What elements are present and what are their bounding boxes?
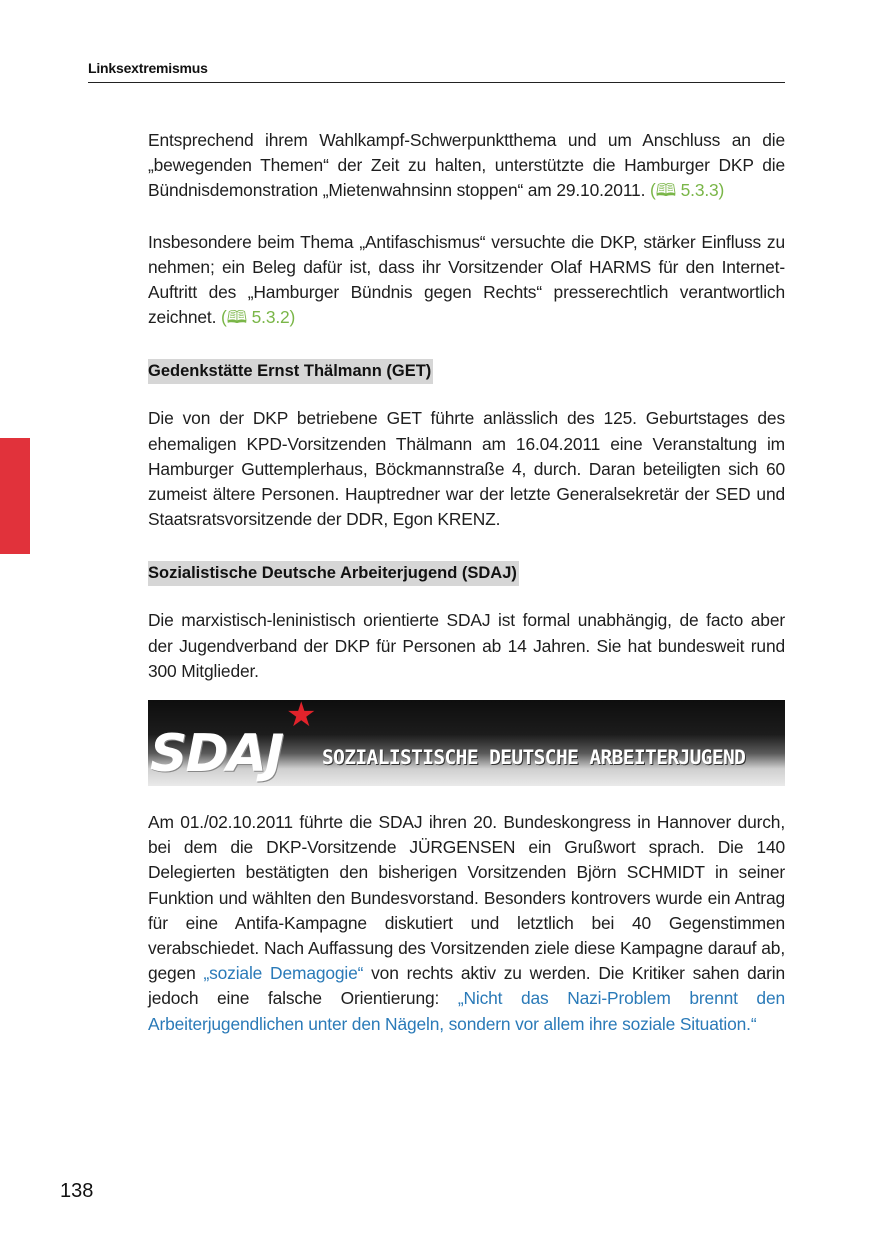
paragraph-bundeskongress <box>148 810 785 1037</box>
chapter-side-tab <box>0 438 30 554</box>
sdaj-claim-text: SOZIALISTISCHE DEUTSCHE ARBEITERJUGEND <box>322 746 746 770</box>
sdaj-logo-text: SDAJ <box>150 724 283 785</box>
cross-reference-link[interactable]: (🕮 5.3.2) <box>220 307 296 328</box>
section-heading-get: Gedenkstätte Ernst Thälmann (GET) <box>148 359 433 384</box>
section-heading-sdaj: Sozialistische Deutsche Arbeiterjugend (SDAJ) <box>148 561 519 586</box>
paragraph-get: Die von der DKP betriebene GET führte anlässlich des 125. Geburtstages des ehemaligen KPD-Vorsitzenden Thälmann am 16.04.2011 eine Veranstaltung im Hamburger Guttemplerhaus, Böckmannstraße 4, durch. Daran beteiligten sich 60 zumeist ältere Personen. Hauptredner war der letzte Generalsekretär der SED und Staatsratsvorsitzende der DDR, Egon KRENZ. <box>148 408 785 530</box>
sdaj-logo-banner <box>148 700 785 786</box>
paragraph-sdaj-intro: Die marxistisch-leninistisch orientierte SDAJ ist formal unabhängig, de facto aber der Jugendverband der DKP für Personen ab 14 Jahren. Sie hat bundesweit rund 300 Mitglieder. <box>148 610 785 681</box>
page-number: 138 <box>60 1180 94 1202</box>
quote-nazi-problem: „Nicht das Nazi-Problem brennt den Arbeiterjugendlichen unter den Nägeln, sondern vor allem ihre soziale Situation.“ <box>148 988 785 1034</box>
paragraph-antifaschismus <box>148 230 785 331</box>
paragraph-text: Insbesondere beim Thema „Antifaschismus“ versuchte die DKP, stärker Einfluss zu nehmen; ein Beleg dafür ist, dass ihr Vorsitzender Olaf HARMS für den Internet-Auftritt des „Hamburger Bündnis gegen Rechts“ presserechtlich verantwortlich zeichnet. <box>148 231 785 328</box>
quote-soziale-demagogie: „soziale Demagogie“ <box>203 963 364 984</box>
paragraph-text: Entsprechend ihrem Wahlkampf-Schwerpunktthema und um Anschluss an die „bewegenden Themen“ der Zeit zu halten, unterstützte die Hamburger DKP die Bündnisdemonstration „Mietenwahnsinn stoppen“ am 29.10.2011. <box>148 130 785 201</box>
running-header <box>88 60 785 83</box>
cross-reference-link[interactable]: (🕮 5.3.3) <box>649 180 725 201</box>
paragraph-mietenwahnsinn <box>148 128 785 204</box>
page-content <box>148 128 785 1037</box>
paragraph-text: von rechts aktiv zu werden. Die Kritiker sahen darin jedoch eine falsche Orientierung: <box>148 963 785 1009</box>
red-star-icon: ★ <box>286 700 317 735</box>
paragraph-text: Am 01./02.10.2011 führte die SDAJ ihren 20. Bundeskongress in Hannover durch, bei dem die DKP-Vorsitzende JÜRGENSEN ein Grußwort sprach. Die 140 Delegierten bestätigten den bisherigen Vorsitzenden Björn SCHMIDT in seiner Funktion und wählten den Bundesvorstand. Besonders kontrovers wurde ein Antrag für eine Antifa-Kampagne diskutiert und letztlich bei 40 Gegenstimmen verabschiedet. Nach Auffassung des Vorsitzenden ziele diese Kampagne darauf ab, gegen <box>148 812 785 984</box>
running-header-title: Linksextremismus <box>88 60 208 76</box>
